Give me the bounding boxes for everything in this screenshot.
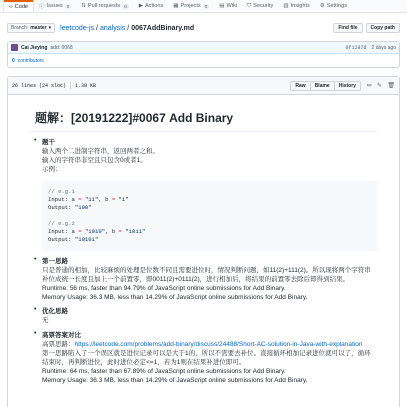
paragraph: Runtime: 64 ms, faster than 67.89% of JavaScript online submissions for Add Binary. [42, 368, 286, 376]
code-comment: // e.g.1 [48, 187, 75, 195]
page-title: 题解：[20191222]#0067 Add Binary [30, 109, 377, 132]
pull-request-icon: ⇅ [81, 3, 86, 9]
file-size: 1.38 KB [75, 82, 97, 89]
code-string: "11" [84, 195, 99, 203]
code-comment: // e.g.2 [48, 219, 75, 227]
list-item [42, 307, 377, 325]
gear-icon: ⚙ [319, 3, 325, 9]
tab-label: Pull requests [87, 3, 121, 9]
shield-icon: ⛉ [247, 2, 252, 9]
tab-count: 0 [124, 3, 127, 9]
file-header [8, 77, 399, 95]
history-button[interactable]: History [334, 81, 361, 91]
commit-author[interactable]: Cai Jieying [21, 44, 48, 51]
breadcrumb [60, 25, 194, 32]
tab-label: Wiki [226, 3, 237, 9]
file-button-group [291, 81, 361, 91]
breadcrumb-file: 0067AddBinary.md [131, 24, 195, 32]
branch-name: master [30, 25, 47, 31]
code-string: "1010" [84, 227, 106, 235]
commit-time: 2 days ago [371, 44, 396, 51]
paragraph: 第一思路陷入了一个误区就是进位记录可以是大于1的，所以不需要去补位。直接循环相加记录进位就可以了，循环结束时，再判断进位，此时进位必定<=1，若为1则在结果补进位即可。 [42, 349, 371, 367]
breadcrumb-repo[interactable]: leetcode-js [60, 24, 95, 32]
code-icon: ‹› [9, 4, 13, 10]
project-icon: ▦ [173, 3, 179, 9]
tab-actions[interactable] [134, 0, 169, 12]
list-item [42, 257, 377, 303]
book-icon: ▤ [219, 3, 225, 9]
divider [70, 82, 71, 89]
tab-issues[interactable] [34, 0, 76, 12]
tab-security[interactable] [242, 0, 278, 12]
desktop-icon[interactable]: ▭ [366, 82, 372, 90]
commit-message[interactable]: add: 0068 [50, 44, 73, 51]
code-token: Output: [48, 203, 72, 211]
code-token: = [111, 195, 116, 203]
branch-selector[interactable] [7, 23, 55, 33]
file-lines: 26 lines (24 sloc) [12, 82, 67, 89]
contributors-link[interactable] [8, 54, 399, 68]
find-file-button[interactable]: Find file [333, 23, 362, 33]
code-token: = [78, 195, 82, 203]
code-string: "1" [118, 195, 129, 203]
tab-projects[interactable] [168, 0, 214, 12]
code-token: Input: [48, 195, 69, 203]
section-list [30, 138, 377, 386]
paragraph: 示例： [42, 166, 62, 174]
list-item [42, 331, 377, 386]
commit-sha[interactable]: 0f1287d [345, 44, 367, 51]
raw-button[interactable]: Raw [290, 81, 310, 91]
paragraph: 无 [42, 317, 49, 325]
code-string: "100" [74, 203, 92, 211]
tab-label: Issues [46, 3, 63, 9]
tab-wiki[interactable] [214, 0, 242, 12]
code-token: a [71, 195, 75, 203]
latest-commit [8, 42, 399, 54]
breadcrumb-separator: / [96, 24, 98, 32]
markdown-body [8, 95, 399, 386]
paragraph [42, 340, 377, 349]
paragraph: Runtime: 56 ms, faster than 94.79% of JavaScript online submissions for Add Binary. [42, 285, 286, 293]
file-navigation [7, 22, 400, 34]
file-view [7, 76, 400, 407]
tab-label: Insights [290, 3, 310, 9]
repo-tabs [0, 0, 407, 13]
issue-icon: ⓘ [39, 4, 45, 10]
list-item [42, 138, 377, 251]
paragraph: 只是普通的相加，比较麻烦的处理是位数不同且需要进位时，情况判断问题，如11(2)+111(2)。所以现将两个字符串补位成统一长度且加上一个前置零，即0011(2)+0111(2)，进行相加后，将结果的前置零去除后即得到结果。 [42, 266, 371, 283]
code-token: , [98, 195, 102, 203]
copy-path-button[interactable]: Copy path [366, 23, 400, 33]
file-actions [333, 23, 400, 33]
code-token: = [78, 227, 82, 235]
pencil-icon[interactable]: ✎ [377, 82, 382, 90]
paragraph: Memory Usage: 36.3 MB, less than 14.29% of JavaScript online submissions for Add Binary. [42, 377, 308, 385]
code-token: = [118, 227, 122, 235]
contributors-count: 0 [12, 58, 15, 64]
avatar[interactable] [11, 44, 18, 51]
commit-info [7, 41, 400, 68]
code-token: Input: [48, 227, 69, 235]
breadcrumb-separator: / [127, 24, 130, 32]
blame-button[interactable]: Blame [310, 81, 335, 91]
tab-insights[interactable] [278, 0, 314, 12]
tab-label: Actions [144, 3, 164, 9]
chevron-down-icon: ▾ [48, 25, 52, 31]
tab-settings[interactable] [315, 0, 352, 12]
code-token: a [71, 227, 75, 235]
section-title: • 高票答案对比 [42, 331, 81, 339]
link-label: 高票思路： [42, 340, 75, 348]
tab-label: Code [14, 4, 29, 10]
paragraph: Memory Usage: 36.3 MB, less than 14.29% of JavaScript online submissions for Add Binary. [42, 294, 308, 302]
section-title: • 第一思路 [42, 257, 68, 265]
branch-label: Branch: [11, 25, 29, 31]
code-token: , [105, 227, 109, 235]
contributors-label: contributors [17, 58, 44, 64]
code-string: "1011" [125, 227, 146, 235]
breadcrumb-folder[interactable]: analysis [99, 24, 126, 32]
tab-label: Security [253, 3, 274, 9]
code-token: b [105, 195, 109, 203]
solution-link[interactable]: https://leetcode.com/problems/add-binary/discuss/24488/Short-AC-solution-in-Java-with-explanation [74, 340, 363, 348]
code-token: Output: [48, 235, 72, 243]
play-icon: ▶ [138, 3, 143, 9]
tab-code[interactable] [3, 0, 34, 12]
code-block [42, 181, 377, 251]
tab-count: 0 [66, 3, 70, 9]
tab-count: 0 [204, 3, 208, 9]
paragraph: 输入的字符串非空且只包含0或者1。 [42, 157, 147, 165]
tab-label: Projects [180, 3, 201, 9]
code-string: "10101" [74, 235, 99, 243]
trash-icon[interactable]: 🗑 [387, 82, 395, 89]
paragraph: 输入两个二进制字符串，返回两者之和。 [42, 148, 159, 155]
section-title: • 题干 [42, 139, 55, 146]
section-title: • 优化思路 [42, 308, 68, 316]
tab-label: Settings [326, 3, 347, 9]
graph-icon: ▥ [283, 3, 289, 9]
tab-pull-requests[interactable] [76, 0, 133, 12]
code-token: b [111, 227, 116, 235]
